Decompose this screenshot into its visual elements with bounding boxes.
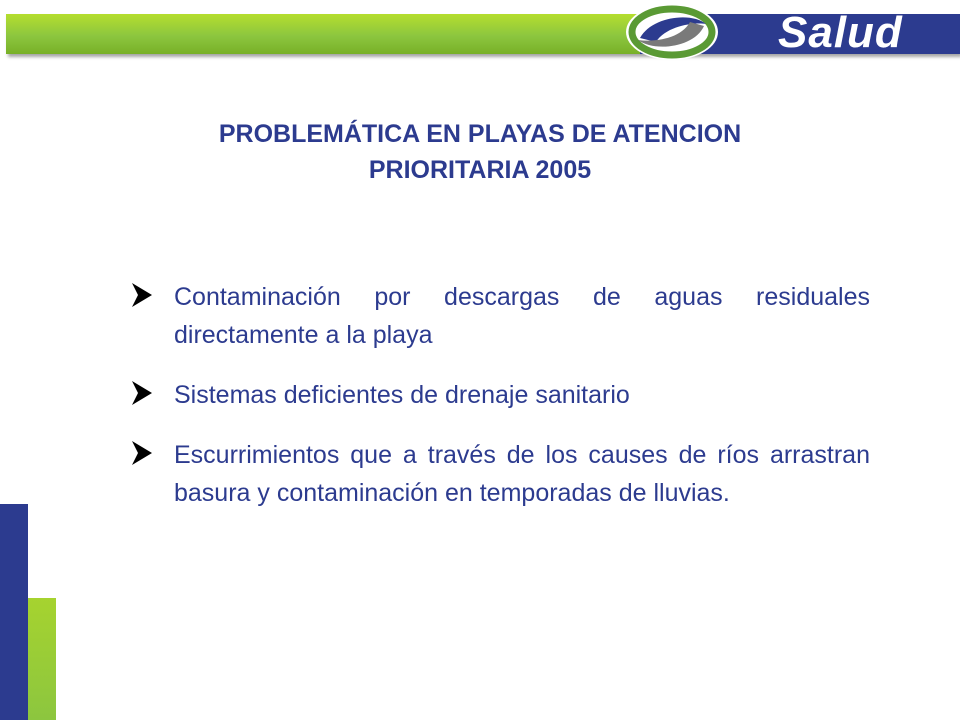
bullet-text: Contaminación por descargas de aguas residuales directamente a la playa — [174, 283, 870, 349]
bullet-text: Escurrimientos que a través de los causes de ríos arrastran basura y contaminación en temporadas de lluvias. — [174, 441, 870, 507]
bullet-text: Sistemas deficientes de drenaje sanitario — [174, 381, 630, 409]
arrowhead-bullet-icon — [128, 439, 156, 467]
bullet-item — [128, 278, 870, 354]
bullet-list — [128, 278, 870, 534]
side-green-stripe — [28, 598, 56, 720]
slide-title-line2: PRIORITARIA 2005 — [368, 156, 592, 184]
arrowhead-bullet-icon — [128, 281, 156, 309]
bullet-item — [128, 376, 870, 414]
side-navy-stripe — [0, 504, 28, 720]
bullet-item — [128, 436, 870, 512]
arrowhead-bullet-icon — [128, 379, 156, 407]
slide-title — [150, 116, 810, 188]
salud-brand-text: Salud — [778, 8, 903, 57]
slide-title-line1: PROBLEMÁTICA EN PLAYAS DE ATENCION — [218, 120, 742, 148]
